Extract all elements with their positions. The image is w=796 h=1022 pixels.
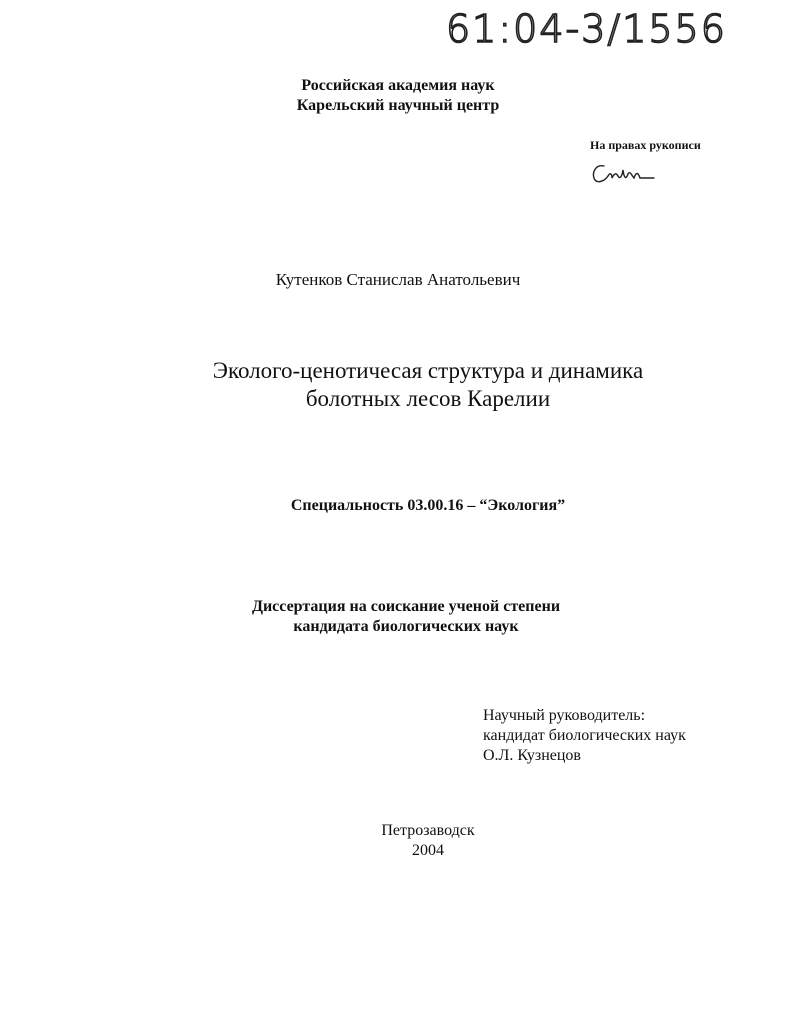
year: 2004 bbox=[412, 842, 444, 859]
advisor-degree: кандидат биологических наук bbox=[483, 727, 686, 744]
advisor-name: О.Л. Кузнецов bbox=[483, 747, 581, 764]
signature bbox=[590, 158, 660, 188]
catalog-number-handwriting bbox=[440, 2, 727, 51]
thesis-line-2: кандидата биологических наук bbox=[293, 618, 519, 635]
organization-center: Карельский научный центр bbox=[296, 97, 500, 114]
organization-block bbox=[0, 76, 796, 116]
scientific-advisor bbox=[483, 706, 686, 766]
thesis-degree bbox=[0, 597, 796, 637]
catalog-number-handwritten bbox=[440, 2, 727, 51]
signature-scribble bbox=[590, 158, 660, 188]
city: Петрозаводск bbox=[381, 822, 475, 839]
author-name: Кутенков Станислав Анатольевич bbox=[275, 270, 521, 289]
thesis-line-1: Диссертация на соискание ученой степени bbox=[251, 598, 561, 615]
specialty: Специальность 03.00.16 – “Экология” bbox=[290, 497, 566, 514]
dissertation-title bbox=[0, 357, 796, 413]
catalog-number-text: 61:04-3/1556 bbox=[446, 7, 727, 51]
organization-academy: Российская академия наук bbox=[301, 77, 495, 94]
title-line-1: Эколого-ценотичесая структура и динамика bbox=[212, 358, 644, 383]
place-and-year bbox=[0, 821, 796, 861]
title-line-2: болотных лесов Карелии bbox=[305, 386, 551, 411]
manuscript-rights: На правах рукописи bbox=[590, 138, 701, 152]
advisor-label: Научный руководитель: bbox=[483, 707, 646, 724]
